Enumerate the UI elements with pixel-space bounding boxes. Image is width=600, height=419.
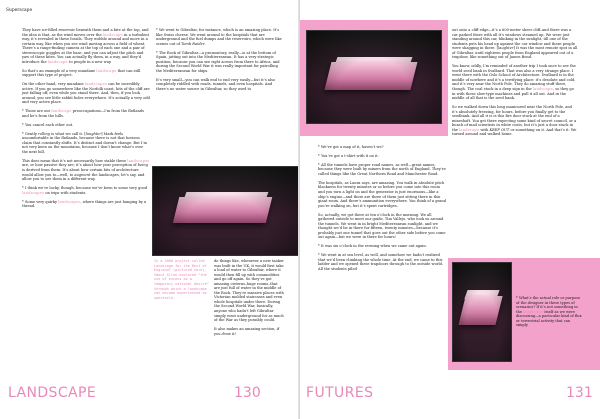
paragraph: They have ice-filled reservoir beneath them and a kite at the top, and the idea is that, as the wind moves over the landscape in a turbulent way, it’s revealed in these fossils. They wobble around and move in a certain way, like when you see wind moving across a field of wheat. There’s a range-finding camera at the top of each one and a pair of stereoscopic goggles at the base, and you can adjust the pitch and yaw of these kites. You can actually fly them, in a way, and they’d introduce the landscape to people in a new way.: [22, 28, 150, 64]
emphasis: being: [137, 163, 148, 168]
paragraph: * Those are our landscape preoccupations—I’m from the flatlands and he’s from the hills.: [22, 109, 144, 118]
keyword-highlight: landscapes: [58, 199, 81, 204]
text-column: [156, 28, 282, 96]
section-footer-label: FUTURES: [306, 385, 374, 401]
keyword-highlight: landscape: [51, 109, 72, 114]
page-number: 130: [234, 385, 261, 401]
emphasis: rolling: [38, 131, 50, 136]
paragraph: It also makes an amazing section, if you draw it!: [214, 327, 280, 336]
emphasis: augment: [74, 172, 91, 177]
section-footer-label: LANDSCAPE: [8, 385, 97, 401]
paragraph: * We’ve got a map of it, haven’t we?: [318, 145, 384, 149]
paragraph: * You cancel each other out.: [22, 122, 74, 127]
paragraph: * The Rock of Gibraltar—a promontory, really—is at the bottom of Spain, jutting out into the Mediterranean. It has a very strategic position, because you can see right across from there to Africa, and during the Second World War it was really important for patrolling the Mediterranean for ships.: [156, 50, 280, 73]
keyword-highlight: landscapes: [22, 190, 45, 195]
text-column: [214, 259, 284, 341]
paragraph: do things like, whenever a new tanker was built in the UK, it would first take a load of water to Gibraltar, where it would then fill up with commodities and go off again. So they’ve got amazing cisterns–huge rooms–that are just full of water in the middle of the Rock. They’re massive places with Victorian molded staircases and even whole hospitals under there. During the Second World War, basically, anyone who hadn’t left Gibraltar simply went underground for as much of the War as they possibly could.: [214, 259, 284, 323]
installation-photo: [152, 166, 300, 256]
keyword-highlight: landscape: [47, 59, 68, 64]
paragraph: So we walked down this long manicured near the North Pole, and it’s absolutely freezing, for hours, before you finally get to the seedbank. And all it is is this fire door stuck at the end of a mineshaft. You get there expecting some kind of secret council, or a bunch of mad scientists in white coats, but it’s just a door stuck in the landscape with KEEP OUT or something on it. And that’s it. We turned around and walked home.: [452, 104, 577, 137]
paragraph: * We went in at sea level, as well, and somehow we hadn’t realized that we’d been climbing the whole time. At the end, we came to this ladder and we opened these trapdoors through to the outside world. All the students piled: [318, 253, 444, 271]
keyword-highlight: landscape: [102, 32, 123, 37]
emphasis: KEEP OUT: [489, 127, 510, 132]
text-column: [452, 28, 578, 141]
paragraph: This does mean that it’s not necessarily how stable these landscapes are, or how passive they are; it’s about how your perception of being is derived from them. It’s about how certain bits of architecture would allow you to—well, to augment the landscapes, let’s say, and allow you to see them in a different way.: [22, 158, 150, 182]
emphasis: draw: [221, 331, 231, 336]
keyword-highlight: landscape: [532, 86, 553, 91]
paragraph: * Some very quirky landscapes, where things are just hanging by a thread.: [22, 199, 147, 209]
emphasis: laughter: [498, 46, 514, 51]
paragraph: The hospitals, as Laura says, are amazing. You walk in absolute pitch blackness for twenty minutes or so before you come into this room and you turn a light on and the generator is just enormous—like a ship’s engine—and there are three of them just sitting there in this giant room. And there’s ammunition everywhere. You think of a grand you’re walking on, but it’s spent cartridges.: [318, 180, 446, 208]
text-column: [318, 145, 446, 276]
paragraph: * All the tunnels have proper road names, as well—great names, because they were built by miners from the north of England. They’re called things like the Great Northern Road and Manchester Road.: [318, 162, 446, 176]
paragraph: You know, oddly, I’m reminded of another trip I took once to see the world seed bank in Svalbard. That was also a very strange place. I went there with the Oslo School of Architecture. Svalbard is in the middle of nowhere and it’s a terrifying place: it’s desolate and cold, and it’s very near the North Pole. They do amazing stuff there, though. The coal stock in a deep sign in the landscape, so they go in with these slow-type machines and pull it all out. And in the middle of all that is the seed bank.: [452, 64, 576, 101]
paragraph: * I think we’re lucky, though, because we’ve been to some very good landscapes on trips with students.: [22, 186, 148, 195]
emphasis: Tomb Raider: [181, 41, 205, 46]
paragraph: So, actually, we got there at ten o’clock in the morning. We all gathered outside to meet our guide, Tim Vallejo, who took us around the tunnels. We went in in bright Mediterranean sunlight, and we thought we’d be in there for fifteen, twenty minutes—because it’s probably just one tunnel that goes out the other side before you come out again—but we were in there for hours!: [318, 212, 446, 240]
paragraph: out onto a cliff edge—it’s a 600-meter sheer cliff–and there was a car parked there with all it’s windows steamed up. We were just standing around this car, blinking in the sunlight, till one of the students puts his head up against the car window and these people were shagging in there. [laughter] It was the most remote spot in all of Gibraltar, until eighteen people from England appeared out of a trapdoor, like something out of James Bond.: [452, 28, 578, 60]
paragraph: It’s very small—you can walk end to end very easily—but it’s also completely riddled with roads, tunnels, and even hospitals. And there’s no water source in Gibraltar, so they used to: [156, 77, 276, 91]
paragraph: * We went to Gibraltar, for instance, which is an amazing place. It’s like Swiss cheese. We went around to the hospitals that are underground and the fuel dumps and the reservoirs, which were like scenes out of Tomb Raider.: [156, 28, 282, 46]
installation-photo: [306, 30, 442, 124]
text-column: [22, 28, 150, 213]
keyword-highlight: landscape: [96, 68, 117, 73]
paragraph: On the other hand, very mundane landscapes can be incredibly active. If you go somewhere like the Norfolk coast, bits of the cliff are just falling off, even while you stand there. And, then, if you look around, you see little rabbit holes everywhere. It’s actually a very odd and very active place.: [22, 82, 150, 105]
keyword-highlight: landscapes: [127, 158, 150, 163]
right-page: [300, 0, 600, 419]
installation-photo: [452, 262, 512, 362]
keyword-highlight: landscape: [459, 127, 480, 132]
paragraph: * Gently rolling is what we call it. [laughter] Mark feels uncomfortable in the flatlands, because there is not that horizon claim that constantly shifts. It’s distinct and doesn’t change. But I’m not very keen on the mountains, because I don’t know what’s over the next hill.: [22, 131, 147, 154]
keyword-highlight: landscape: [523, 309, 544, 314]
running-head: Superscape: [6, 8, 33, 13]
paragraph: * It was six o’clock in the evening when we came out again.: [318, 244, 427, 249]
text-column: [516, 296, 582, 332]
paragraph: * You’ve got a t-shirt with it on it.: [318, 153, 379, 158]
photo-vignette: [307, 31, 441, 123]
paragraph: So that’s an example of a very mundane landscape that can still support this type of project.: [22, 68, 141, 78]
photo-vignette: [153, 167, 299, 255]
emphasis: laughter: [85, 131, 102, 136]
sidebar-caption: In a 2008 project called Landscape for the Best of England? (pictured here), Smout Allen explored “the use of excess as a temporary national desire” through which a landscape can become experienced as spectacle.: [154, 259, 209, 300]
paragraph: * What’s the actual role or purpose of the designer in these types of scenarios? If it’s not something in the landscape itself as we were discussing—a particular kind of flux or terrestrial activity that can simply: [516, 296, 582, 328]
keyword-highlight: landscapes: [84, 82, 107, 87]
photo-vignette: [453, 263, 511, 361]
page-number: 131: [566, 385, 593, 401]
